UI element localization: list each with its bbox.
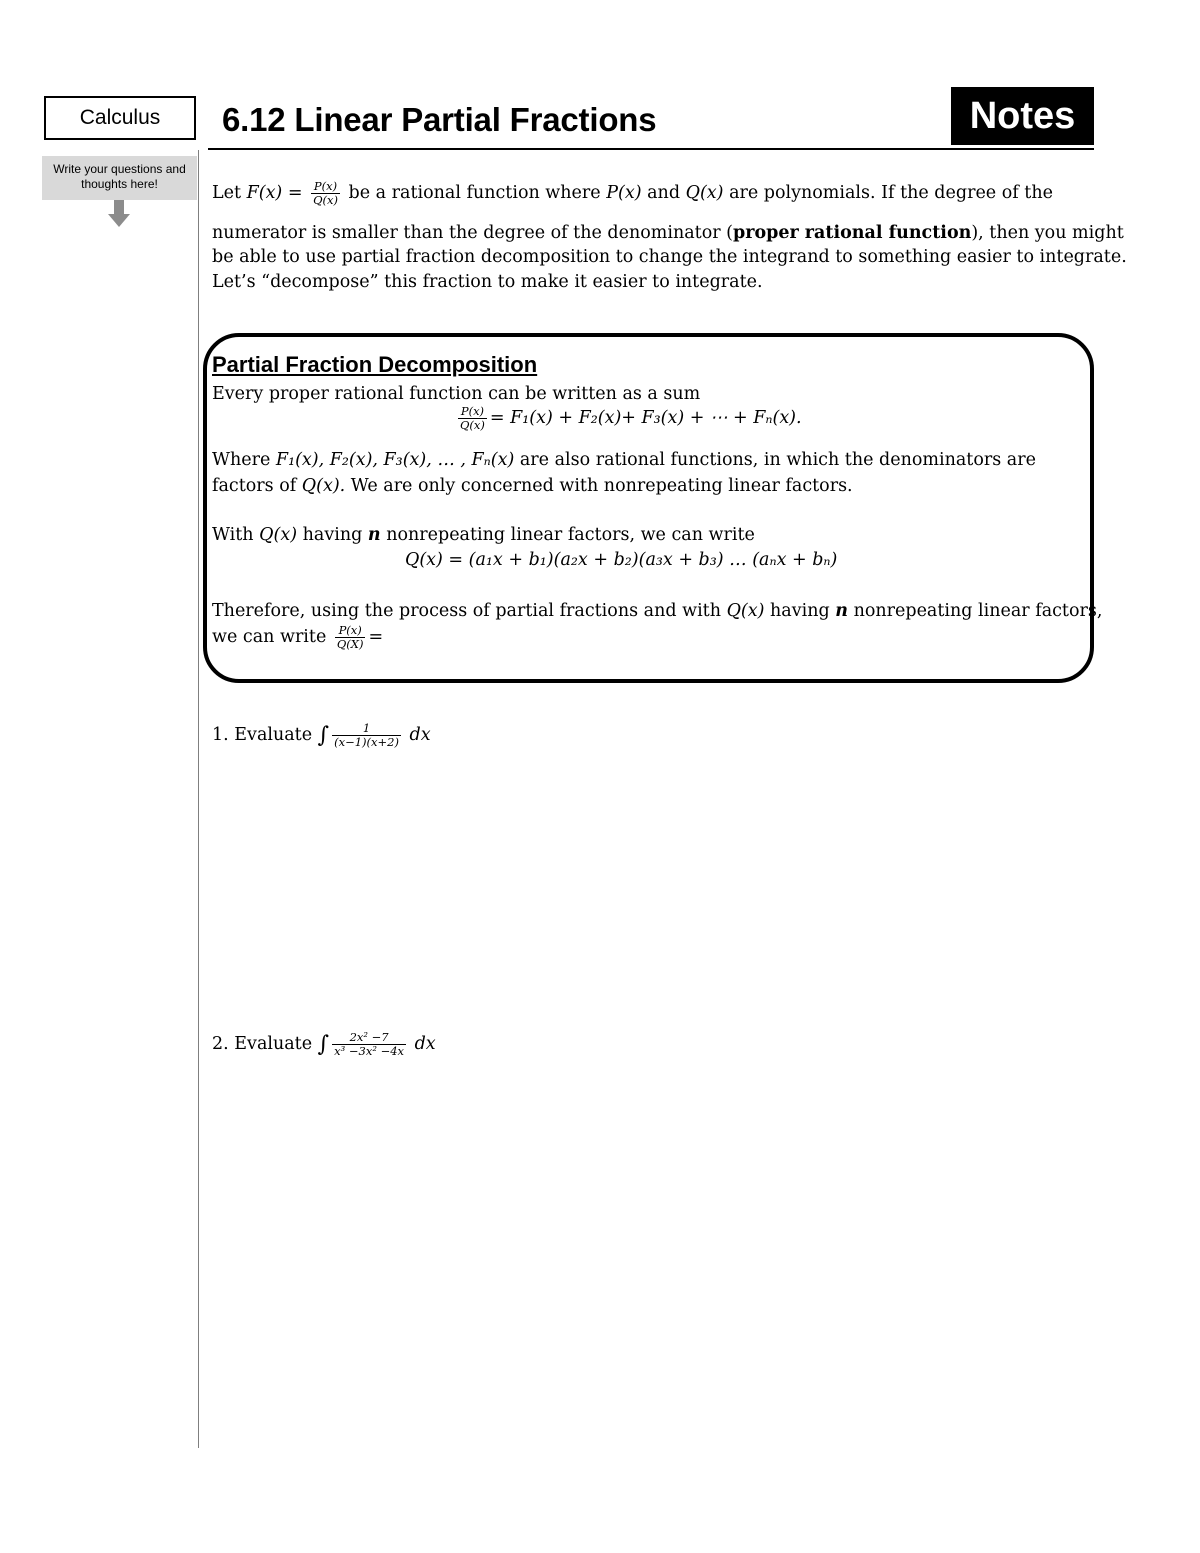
- where-text: are also rational functions, in which the denominators are: [519, 450, 1036, 470]
- with-text: having: [302, 525, 363, 545]
- intro-let: Let: [212, 183, 242, 203]
- page-title: 6.12 Linear Partial Fractions: [222, 101, 657, 138]
- notes-badge: Notes: [951, 87, 1094, 145]
- problem-label: Evaluate: [234, 1034, 313, 1054]
- n-symbol: n: [835, 601, 848, 621]
- down-arrow-icon: [108, 200, 130, 228]
- integral-sign: ∫: [317, 723, 330, 748]
- factors-text: factors of: [212, 476, 297, 496]
- integrand-fraction: [332, 722, 401, 749]
- px-symbol: P(x): [606, 183, 642, 203]
- title-divider: [208, 148, 1094, 150]
- fraction-denominator: Q(x): [460, 418, 485, 432]
- fraction-numerator: 2x² −7: [332, 1031, 406, 1045]
- where-text: Where: [212, 450, 271, 470]
- factors-line: [212, 474, 853, 499]
- intro-text: be a rational function where: [348, 183, 601, 203]
- equals-sign: =: [368, 627, 384, 647]
- qx-symbol: Q(x): [259, 525, 298, 545]
- problem-1: [212, 722, 431, 749]
- qx-symbol: Q(x): [726, 601, 765, 621]
- with-line: [212, 523, 755, 548]
- intro-line-1: [212, 180, 1053, 207]
- intro-text: are polynomials. If the degree of the: [729, 183, 1053, 203]
- problem-number: 2.: [212, 1034, 229, 1054]
- pq-fraction: [311, 180, 340, 207]
- fraction-denominator: x³ −3x² −4x: [334, 1044, 405, 1058]
- fx-definition: F(x) =: [246, 183, 303, 203]
- therefore-text: nonrepeating linear factors,: [853, 601, 1103, 621]
- proper-rational-function-term: proper rational function: [733, 223, 972, 243]
- problem-number: 1.: [212, 725, 229, 745]
- qx-symbol: Q(x): [685, 183, 724, 203]
- fraction-numerator: P(x): [311, 180, 340, 194]
- therefore-text: having: [770, 601, 830, 621]
- intro-line-2: [212, 221, 1124, 246]
- intro-line-3: be able to use partial fraction decomposition to change the integrand to something easier to integrate.: [212, 247, 1127, 267]
- write-line: [212, 624, 383, 651]
- q-product-equation: Q(x) = (a₁x + b₁)(a₂x + b₂)(a₃x + b₃) … (aₙx + bₙ): [405, 550, 838, 570]
- definition-title: Partial Fraction Decomposition: [212, 352, 538, 377]
- therefore-text: Therefore, using the process of partial fractions and with: [212, 601, 721, 621]
- fraction-numerator: P(x): [458, 405, 487, 419]
- margin-divider: [198, 150, 199, 1448]
- write-fraction: [335, 624, 366, 651]
- component-functions: F₁(x), F₂(x), F₃(x), … , Fₙ(x): [275, 450, 515, 470]
- intro-and: and: [647, 183, 681, 203]
- therefore-line: [212, 599, 1102, 624]
- intro-text: ), then you might: [971, 223, 1124, 243]
- sum-equation: [455, 405, 802, 432]
- where-line: [212, 448, 1036, 473]
- factors-text: We are only concerned with nonrepeating linear factors.: [345, 476, 853, 496]
- fraction-denominator: (x−1)(x+2): [334, 735, 399, 749]
- problem-2: [212, 1031, 436, 1058]
- fraction-denominator: Q(x): [313, 193, 338, 207]
- intro-text: numerator is smaller than the degree of the denominator (: [212, 223, 733, 243]
- with-text: nonrepeating linear factors, we can write: [386, 525, 755, 545]
- fraction-denominator: Q(X): [336, 637, 364, 651]
- sum-fraction: [458, 405, 487, 432]
- margin-hint: Write your questions and thoughts here!: [42, 156, 197, 200]
- course-label: Calculus: [44, 96, 196, 140]
- with-text: With: [212, 525, 254, 545]
- definition-line-1: Every proper rational function can be written as a sum: [212, 384, 701, 404]
- fraction-numerator: P(x): [335, 624, 366, 638]
- dx-term: dx: [414, 1034, 436, 1054]
- sum-rhs: = F₁(x) + F₂(x)+ F₃(x) + ⋯ + Fₙ(x).: [489, 408, 802, 428]
- integrand-fraction: [332, 1031, 406, 1058]
- intro-line-4: Let’s “decompose” this fraction to make it easier to integrate.: [212, 272, 763, 292]
- n-symbol: n: [367, 525, 381, 545]
- dx-term: dx: [409, 725, 431, 745]
- integral-sign: ∫: [317, 1032, 330, 1057]
- problem-label: Evaluate: [234, 725, 313, 745]
- qx-symbol: Q(x).: [301, 476, 346, 496]
- fraction-numerator: 1: [332, 722, 401, 736]
- write-text: we can write: [212, 627, 327, 647]
